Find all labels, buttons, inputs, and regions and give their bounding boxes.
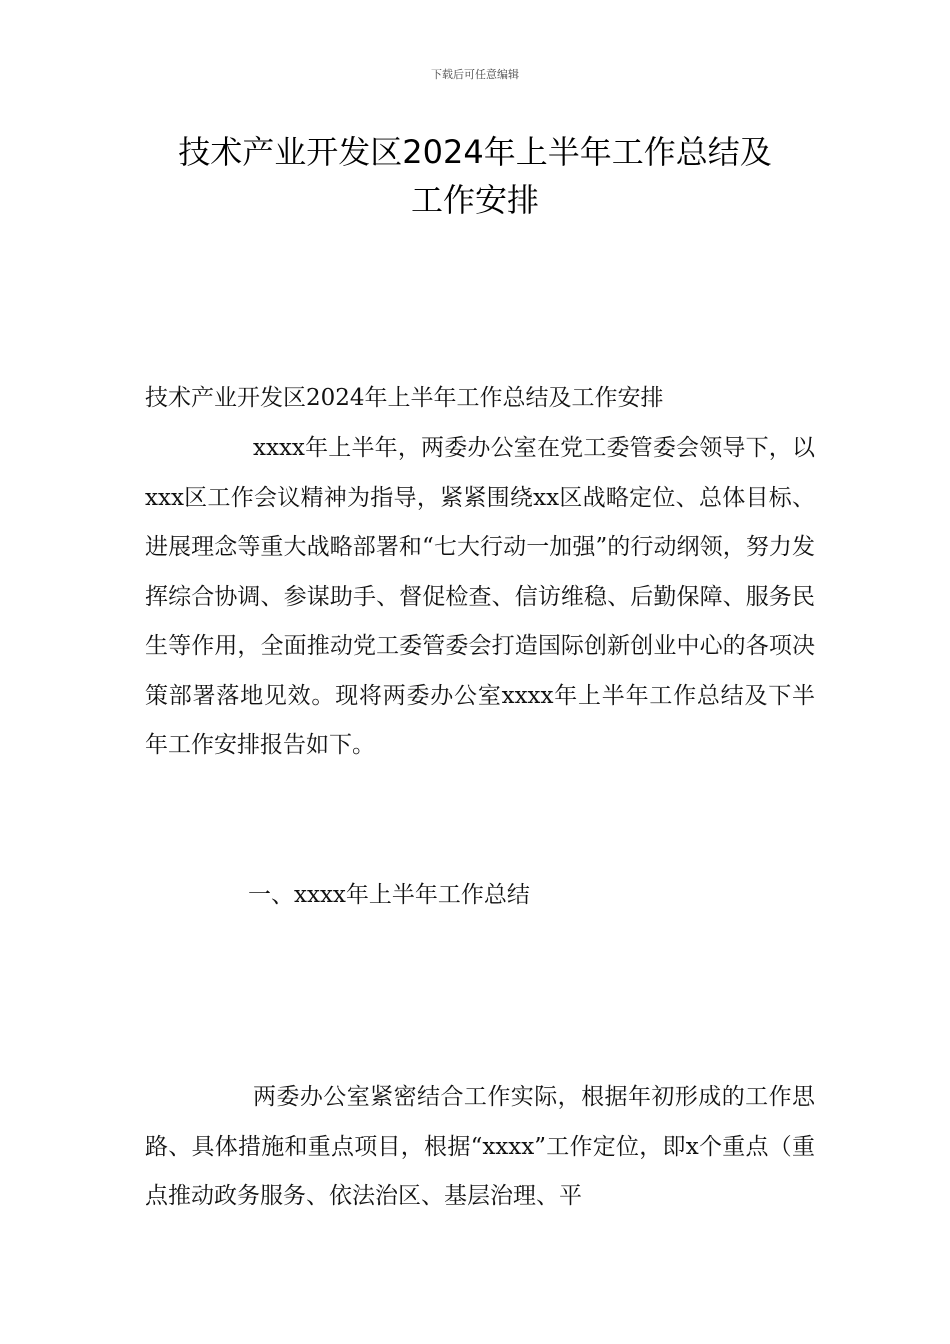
document-subtitle: 技术产业开发区2024年上半年工作总结及工作安排 (145, 385, 664, 411)
header-note: 下载后可任意编辑 (431, 68, 519, 81)
section-heading: 一、xxxx年上半年工作总结 (248, 882, 530, 908)
title-line-2: 工作安排 (410, 181, 539, 219)
intro-paragraph: xxxx年上半年，两委办公室在党工委管委会领导下，以xxx区工作会议精神为指导，紧紧围绕xx区战略定位、总体目标、进展理念等重大战略部署和“七大行动一加强”的行动纲领，努力发挥综合协调、参谋助手、督促检查、信访维稳、后勤保障、服务民生等作用，全面推动党工委管委会打造国际创新创业中心的各项决策部署落地见效。现将两委办公室xxxx年上半年工作总结及下半年工作安排报告如下。 (145, 435, 815, 758)
title-line-1: 技术产业开发区2024年上半年工作总结及 (178, 133, 772, 171)
body-paragraph: 两委办公室紧密结合工作实际，根据年初形成的工作思路、具体措施和重点项目，根据“xxxx”工作定位，即x个重点（重点推动政务服务、依法治区、基层治理、平 (145, 1084, 815, 1209)
document-title (120, 128, 830, 224)
